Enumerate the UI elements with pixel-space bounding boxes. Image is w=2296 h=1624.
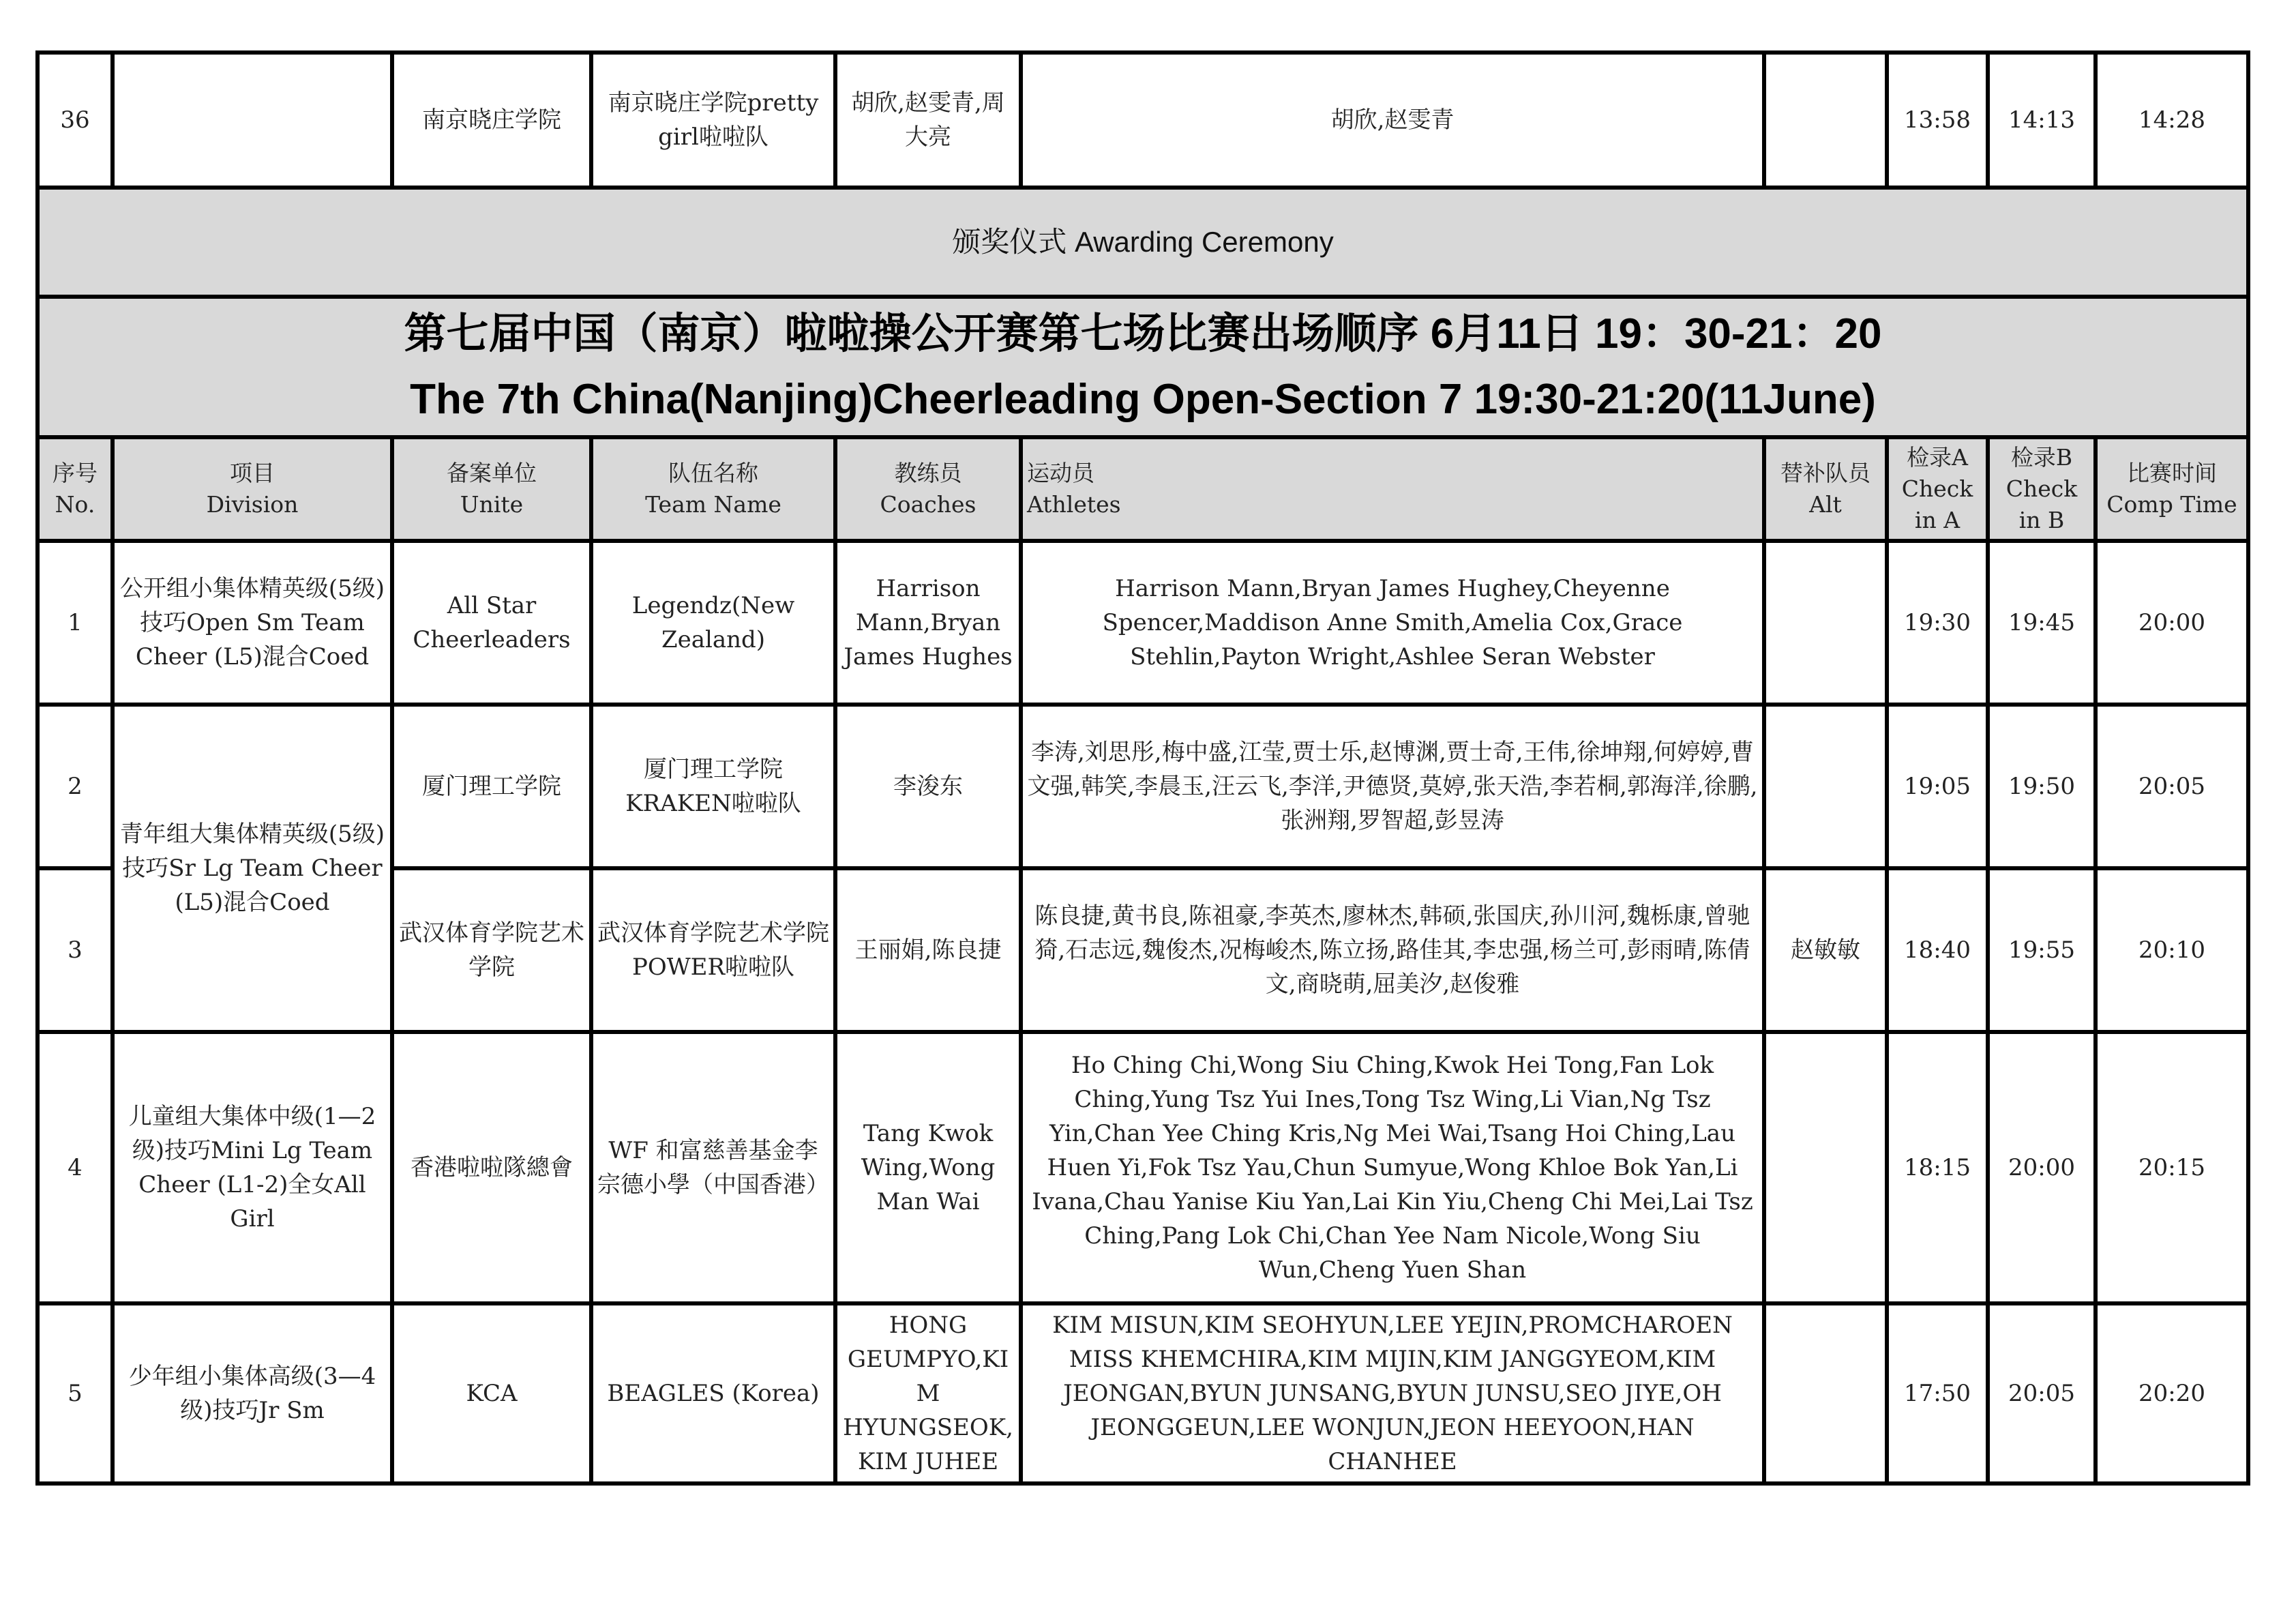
cell-coaches: Tang Kwok Wing,Wong Man Wai [835,1032,1021,1303]
header-check-b-en: Check in B [2006,475,2078,533]
cell-no: 1 [38,541,113,705]
cell-team: 武汉体育学院艺术学院POWER啦啦队 [591,868,835,1032]
header-unit-en: Unite [460,491,524,518]
table-row [38,541,2248,705]
header-check-a-cn: 检录A [1907,444,1968,471]
ceremony-row [38,188,2248,297]
cell-coaches: 胡欣,赵雯青,周大亮 [835,53,1021,188]
cell-check-b: 20:00 [1988,1032,2096,1303]
schedule-page [35,50,2250,1486]
table-row [38,1032,2248,1303]
cell-alt [1764,53,1887,188]
cell-athletes: KIM MISUN,KIM SEOHYUN,LEE YEJIN,PROMCHAROEN MISS KHEMCHIRA,KIM MIJIN,KIM JANGGYEOM,KIM JEONGAN,BYUN JUNSANG,BYUN JUNSU,SEO JIYE,OH JEONGGEUN,LEE WONJUN,JEON HEEYOON,HAN CHANHEE [1021,1303,1764,1483]
header-comp-time [2096,437,2248,541]
header-alt [1764,437,1887,541]
cell-check-a: 18:15 [1887,1032,1988,1303]
cell-unit: All Star Cheerleaders [392,541,591,705]
section-title [38,297,2248,437]
cell-comp-time: 20:15 [2096,1032,2248,1303]
cell-division [113,53,392,188]
header-unit-cn: 备案单位 [447,460,537,486]
cell-team: 厦门理工学院KRAKEN啦啦队 [591,705,835,868]
header-check-b-cn: 检录B [2010,444,2073,471]
cell-coaches: 李浚东 [835,705,1021,868]
header-unit [392,437,591,541]
schedule-table [35,50,2250,1486]
cell-comp-time: 20:00 [2096,541,2248,705]
cell-division: 儿童组大集体中级(1—2级)技巧Mini Lg Team Cheer (L1-2)全女All Girl [113,1032,392,1303]
header-alt-cn: 替补队员 [1780,460,1870,486]
cell-athletes: Harrison Mann,Bryan James Hughey,Cheyenne Spencer,Maddison Anne Smith,Amelia Cox,Grace Stehlin,Payton Wright,Ashlee Seran Webster [1021,541,1764,705]
cell-division: 青年组大集体精英级(5级)技巧Sr Lg Team Cheer (L5)混合Coed [113,705,392,1032]
header-row [38,437,2248,541]
cell-division: 少年组小集体高级(3—4级)技巧Jr Sm [113,1303,392,1483]
cell-no: 36 [38,53,113,188]
cell-alt [1764,1032,1887,1303]
header-no-cn: 序号 [53,460,98,486]
cell-coaches: HONG GEUMPYO,KIM HYUNGSEOK,KIM JUHEE [835,1303,1021,1483]
cell-unit: KCA [392,1303,591,1483]
cell-check-b: 19:55 [1988,868,2096,1032]
cell-team: 南京晓庄学院pretty girl啦啦队 [591,53,835,188]
cell-check-b: 19:50 [1988,705,2096,868]
cell-check-a: 13:58 [1887,53,1988,188]
cell-unit: 香港啦啦隊總會 [392,1032,591,1303]
table-row [38,53,2248,188]
cell-comp-time: 20:10 [2096,868,2248,1032]
cell-athletes: 胡欣,赵雯青 [1021,53,1764,188]
cell-coaches: Harrison Mann,Bryan James Hughes [835,541,1021,705]
header-comp-time-cn: 比赛时间 [2127,460,2217,486]
header-check-b [1988,437,2096,541]
cell-check-a: 17:50 [1887,1303,1988,1483]
header-division-cn: 项目 [230,460,275,486]
cell-team: Legendz(New Zealand) [591,541,835,705]
cell-division: 公开组小集体精英级(5级)技巧Open Sm Team Cheer (L5)混合Coed [113,541,392,705]
cell-athletes: Ho Ching Chi,Wong Siu Ching,Kwok Hei Tong,Fan Lok Ching,Yung Tsz Yui Ines,Tong Tsz Wing,Li Vian,Ng Tsz Yin,Chan Yee Ching Kris,Ng Mei Wai,Tsang Hoi Ching,Lau Huen Yi,Fok Tsz Yau,Chun Sumyue,Wong Khloe Bok Yan,Li Ivana,Chau Yanise Kiu Yan,Lai Kin Yiu,Cheng Chi Mei,Lai Tsz Ching,Pang Lok Chi,Chan Yee Nam Nicole,Wong Siu Wun,Cheng Yuen Shan [1021,1032,1764,1303]
section-title-cn: 第七届中国（南京）啦啦操公开赛第七场比赛出场顺序 6月11日 19：30-21：20 [404,310,1882,357]
header-division-en: Division [206,491,299,518]
cell-no: 3 [38,868,113,1032]
table-row [38,1303,2248,1483]
header-team-cn: 队伍名称 [668,460,758,486]
header-check-a-en: Check in A [1901,475,1973,533]
header-division [113,437,392,541]
cell-alt [1764,1303,1887,1483]
cell-unit: 厦门理工学院 [392,705,591,868]
header-athletes [1021,437,1764,541]
section-title-row [38,297,2248,437]
header-coaches-cn: 教练员 [894,460,962,486]
cell-check-a: 19:30 [1887,541,1988,705]
cell-alt [1764,705,1887,868]
cell-check-b: 20:05 [1988,1303,2096,1483]
header-coaches-en: Coaches [880,491,976,518]
section-title-en: The 7th China(Nanjing)Cheerleading Open-Section 7 19:30-21:20(11June) [410,376,1876,423]
header-team [591,437,835,541]
cell-no: 5 [38,1303,113,1483]
header-coaches [835,437,1021,541]
header-no-en: No. [55,491,95,518]
cell-athletes: 陈良捷,黄书良,陈祖豪,李英杰,廖林杰,韩硕,张国庆,孙川河,魏栎康,曾驰猗,石志远,魏俊杰,况梅峻杰,陈立扬,路佳其,李忠强,杨兰可,彭雨晴,陈倩文,商晓萌,屈美汐,赵俊雅 [1021,868,1764,1032]
cell-comp-time: 14:28 [2096,53,2248,188]
cell-unit: 武汉体育学院艺术学院 [392,868,591,1032]
cell-athletes: 李涛,刘思彤,梅中盛,江莹,贾士乐,赵博渊,贾士奇,王伟,徐坤翔,何婷婷,曹文强,韩笑,李晨玉,汪云飞,李洋,尹德贤,莫婷,张天浩,李若桐,郭海洋,徐鹏,张洲翔,罗智超,彭昱涛 [1021,705,1764,868]
header-no [38,437,113,541]
cell-check-a: 19:05 [1887,705,1988,868]
cell-check-b: 14:13 [1988,53,2096,188]
cell-comp-time: 20:05 [2096,705,2248,868]
header-comp-time-en: Comp Time [2106,491,2237,518]
cell-unit: 南京晓庄学院 [392,53,591,188]
table-row [38,705,2248,868]
cell-no: 4 [38,1032,113,1303]
cell-coaches: 王丽娟,陈良捷 [835,868,1021,1032]
cell-comp-time: 20:20 [2096,1303,2248,1483]
header-athletes-cn: 运动员 [1027,460,1094,486]
cell-alt [1764,541,1887,705]
header-athletes-en: Athletes [1027,491,1121,518]
cell-alt: 赵敏敏 [1764,868,1887,1032]
cell-check-b: 19:45 [1988,541,2096,705]
cell-no: 2 [38,705,113,868]
cell-team: WF 和富慈善基金李宗德小學（中国香港） [591,1032,835,1303]
header-team-en: Team Name [645,491,781,518]
header-check-a [1887,437,1988,541]
cell-team: BEAGLES (Korea) [591,1303,835,1483]
cell-check-a: 18:40 [1887,868,1988,1032]
header-alt-en: Alt [1809,491,1842,518]
ceremony-label: 颁奖仪式 Awarding Ceremony [38,188,2248,297]
